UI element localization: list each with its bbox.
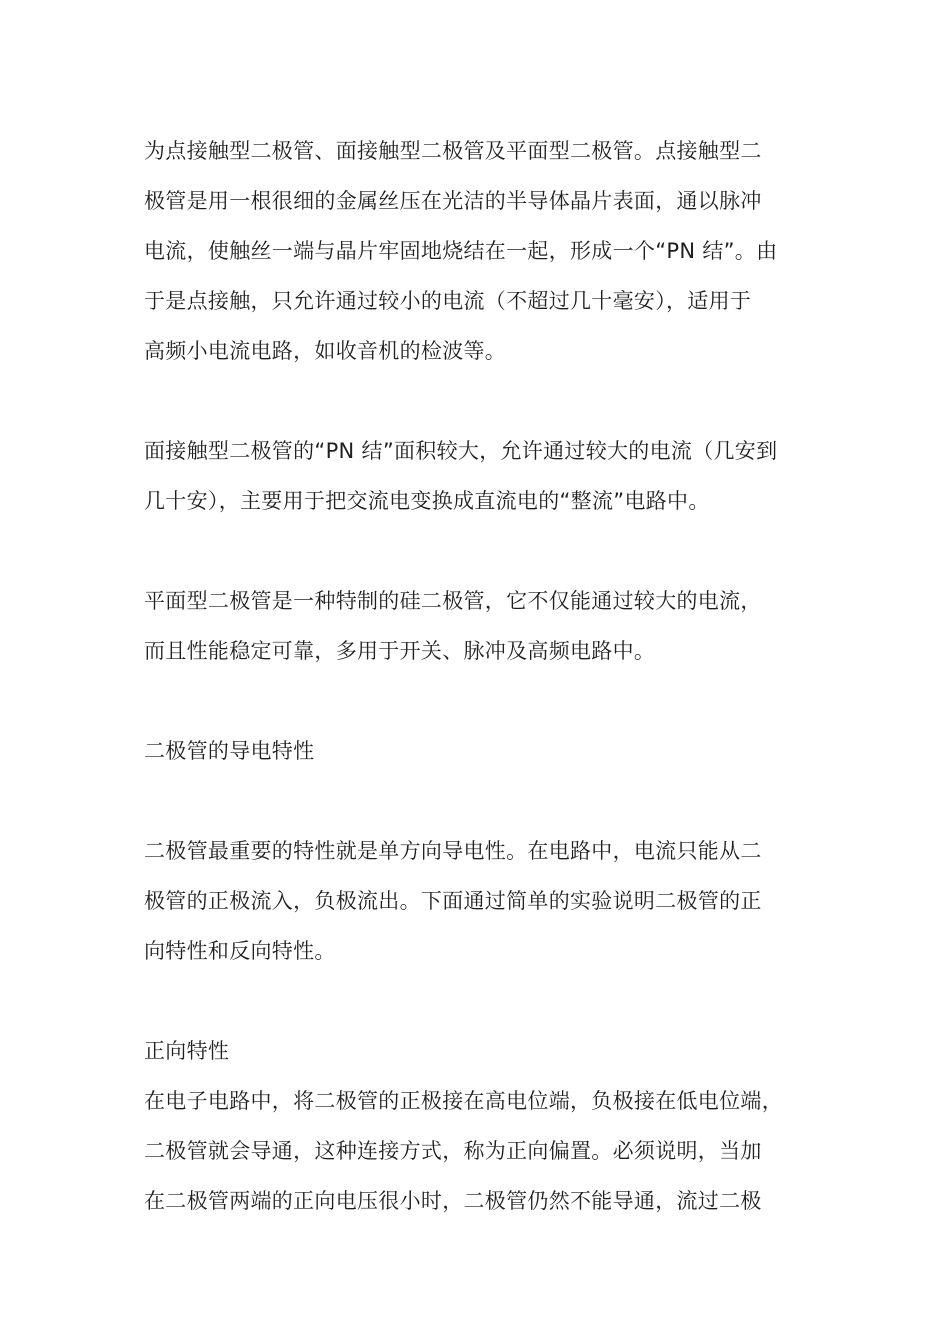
paragraph-forward-bias <box>144 1076 834 1226</box>
text-line: 极管是用一根很细的金属丝压在光洁的半导体晶片表面，通以脉冲 <box>144 189 762 213</box>
text-line: 二极管最重要的特性就是单方向导电性。在电路中，电流只能从二 <box>144 839 762 863</box>
paragraph-planar <box>144 576 834 676</box>
heading-text: 二极管的导电特性 <box>144 739 315 763</box>
paragraph-gap <box>144 376 834 426</box>
document-body <box>144 126 834 1226</box>
paragraph-diode-types <box>144 126 834 376</box>
paragraph-surface-contact <box>144 426 834 526</box>
text-line: 极管的正极流入，负极流出。下面通过简单的实验说明二极管的正 <box>144 889 762 913</box>
paragraph-unidirectional <box>144 826 834 976</box>
text-line: 二极管就会导通，这种连接方式，称为正向偏置。必须说明，当加 <box>144 1139 762 1163</box>
paragraph-gap <box>144 776 834 826</box>
text-line: 向特性和反向特性。 <box>144 939 336 963</box>
text-line: 平面型二极管是一种特制的硅二极管，它不仅能通过较大的电流， <box>144 589 762 613</box>
text-line: 面接触型二极管的“PN 结”面积较大，允许通过较大的电流（几安到 <box>144 439 778 463</box>
text-line: 几十安），主要用于把交流电变换成直流电的“整流”电路中。 <box>144 489 710 513</box>
paragraph-gap <box>144 526 834 576</box>
text-line: 为点接触型二极管、面接触型二极管及平面型二极管。点接触型二 <box>144 139 762 163</box>
text-line: 电流，使触丝一端与晶片牢固地烧结在一起，形成一个“PN 结”。由 <box>144 239 778 263</box>
text-line: 高频小电流电路，如收音机的检波等。 <box>144 339 507 363</box>
section-heading-conduction <box>144 726 834 776</box>
paragraph-gap <box>144 976 834 1026</box>
heading-text: 正向特性 <box>144 1039 230 1063</box>
text-line: 于是点接触，只允许通过较小的电流（不超过几十毫安），适用于 <box>144 289 752 313</box>
paragraph-gap <box>144 676 834 726</box>
section-heading-forward <box>144 1026 834 1076</box>
text-line: 而且性能稳定可靠，多用于开关、脉冲及高频电路中。 <box>144 639 656 663</box>
text-line: 在二极管两端的正向电压很小时，二极管仍然不能导通，流过二极 <box>144 1189 762 1213</box>
text-line: 在电子电路中，将二极管的正极接在高电位端，负极接在低电位端， <box>144 1089 783 1113</box>
